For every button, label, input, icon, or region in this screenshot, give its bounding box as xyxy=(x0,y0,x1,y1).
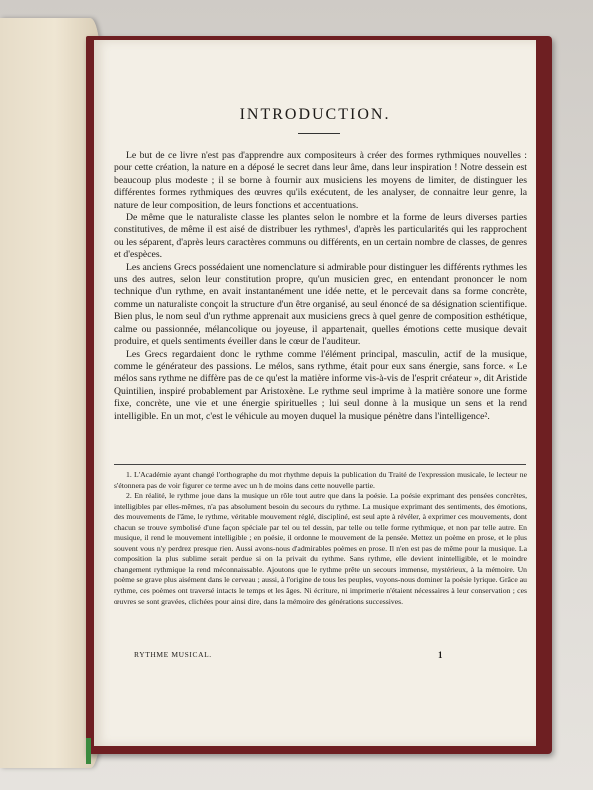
title-underline xyxy=(298,133,340,134)
bookmark-ribbon xyxy=(86,738,91,764)
running-head: RYTHME MUSICAL. xyxy=(134,650,212,659)
footnote-separator xyxy=(114,464,526,465)
paragraph: Les anciens Grecs possédaient une nomenclature si admirable pour distinguer les différents rythmes les uns des autres, selon leur constitution propre, qu'un musicien grec, en entendant prononcer le nom technique d'un rythme, en avait instantanément une idée nette, et le percevait dans sa forme concrète, comme un naturaliste conçoit la structure d'un être organisé, au seul énoncé de sa désignation scientifique. Bien plus, le nom seul d'un rythme apprenait aux musiciens grecs à quel genre de composition esthétique, calme ou passionnée, mélancolique ou joyeuse, il appartenait, quelles émotions cette musique devait produire, et quels sentiments éveiller dans le cœur de l'auditeur. xyxy=(114,261,527,348)
left-page-curl xyxy=(0,18,100,768)
paragraph: Le but de ce livre n'est pas d'apprendre aux compositeurs à créer des formes rythmiques nouvelles : pour cette création, la nature en a déposé le secret dans leur âme, dans leur inspiration ! Notre dessein est beaucoup plus modeste ; il se borne à fournir aux musiciens les moyens de limiter, de distinguer les différentes formes rythmiques des œuvres qu'ils exécutent, de les analyser, de connaitre leur genre, la nature de leur composition, de leurs fonctions et accentuations. xyxy=(114,150,527,211)
paragraph: De même que le naturaliste classe les plantes selon le nombre et la forme de leurs diverses parties constitutives, de même il est aisé de distribuer les rythmes¹, d'après les particularités qui les rapprochent ou les séparent, d'après leurs caractères communs ou différents, en un certain nombre de classes, de genres et d'espèces. xyxy=(114,212,527,261)
page-number: 1 xyxy=(438,650,443,660)
book-page xyxy=(94,40,536,746)
footnote: 2. En réalité, le rythme joue dans la musique un rôle tout autre que dans la poésie. La poésie exprimant des pensées concrètes, intelligibles par elles-mêmes, n'a pas absolument besoin du secours du rythme. La musique exprimant des sentiments, des émotions, des mouvements de l'âme, le rythme, véritable mouvement réglé, discipliné, est seul apte à révéler, à exprimer ces mouvements, dont chacun se trouve symbolisé d'une façon spéciale par tel ou tel dessin, par telle ou telle forme rythmique, et non par telle autre. En musique, il rend le mouvement intelligible ; en poésie, il ordonne le mouvement de la pensée. Mettez un poème en prose, et le plus souvent vous n'y perdrez presque rien. Aussi avons-nous d'admirables poèmes en prose. Il n'en est pas de même pour la musique. La composition la plus sublime serait perdue si on la privait du rythme. Sans rythme, elle devient inintelligible, et le moindre changement rythmique la rend méconnaissable. Ajoutons que le rythme prête un secours immense, mystérieux, à la mémoire. Un poème se grave plus aisément dans le cerveau ; aussi, à l'origine de tous les peuples, voyons-nous dominer la poésie lyrique. Grâce au rythme, ces poèmes ont traversé intacts le temps et les âges. Ni écriture, ni imprimerie n'étaient nécessaires à leur conservation ; ces œuvres se sont gravées, clichées pour ainsi dire, dans la mémoire des générations successives. xyxy=(114,491,527,606)
page-title: INTRODUCTION. xyxy=(239,106,391,123)
footnotes xyxy=(114,470,527,607)
main-text xyxy=(114,150,527,423)
footnote: 1. L'Académie ayant changé l'orthographe du mot rhythme depuis la publication du Traité de l'expression musicale, le lecteur ne s'étonnera pas de voir figurer ce terme avec un h de moins dans cette nouvelle partie. xyxy=(114,470,527,490)
paragraph: Les Grecs regardaient donc le rythme comme l'élément principal, masculin, actif de la musique, comme le générateur des passions. Le mélos, sans rythme, était pour eux sans énergie, sans force. « Le mélos sans rythme ne diffère pas de ce qu'est la matière informe vis-à-vis de l'esprit créateur », dit Aristide Quintilien, inspiré probablement par Aristoxène. Le rythme seul imprime à la matière sonore une forme fixe, concrète, une vie et une énergie spirituelles ; lui seul donne à la musique un sens et la rend intelligible. En un mot, c'est le véhicule au moyen duquel la musique pénètre dans l'intelligence². xyxy=(114,348,528,422)
